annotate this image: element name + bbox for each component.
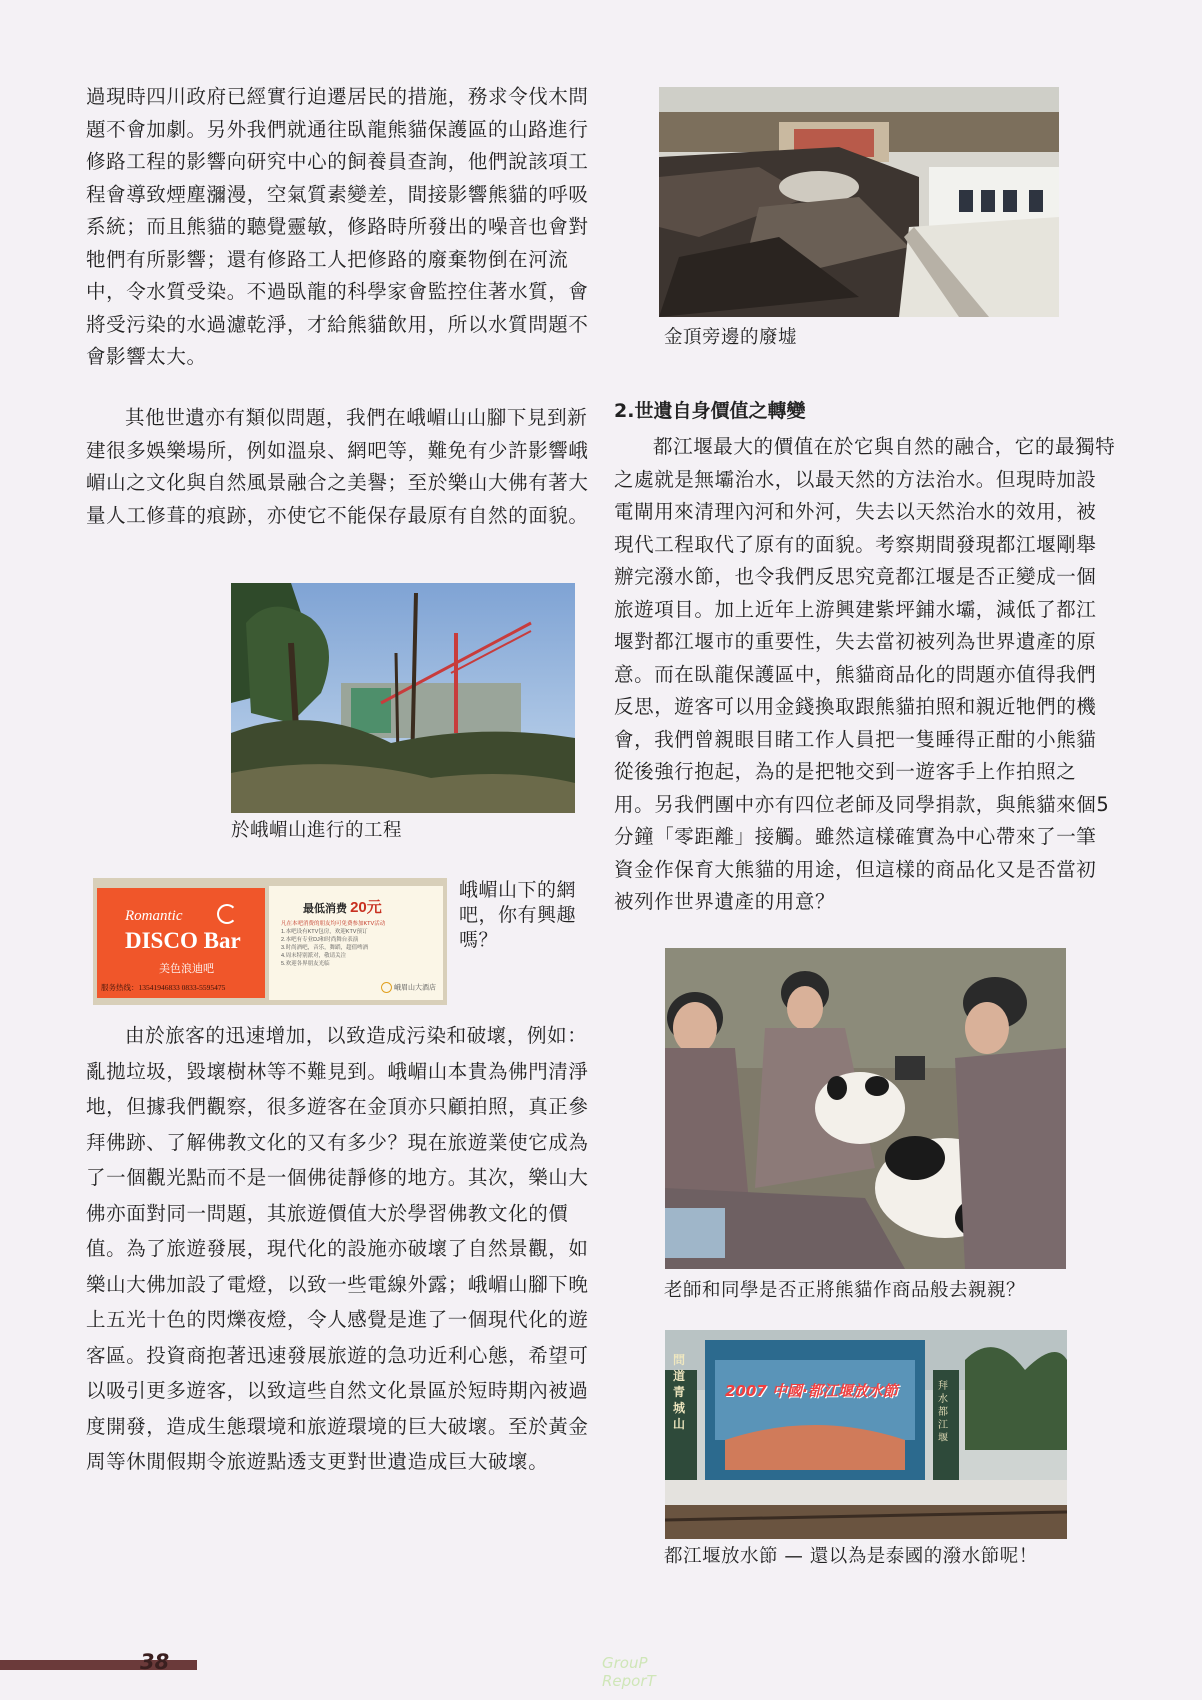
left-para-2-text: 其他世遺亦有類似問題，我們在峨嵋山山腳下見到新建很多娛樂場所，例如溫泉、網吧等，難免有少許影響峨嵋山之文化與自然風景融合之美譽；至於樂山大佛有著大量人工修葺的痕跡，亦使它不能保存最原有自然的面貌。 [86, 406, 589, 527]
card-swirl-icon [217, 904, 237, 924]
left-paragraph-3 [86, 1018, 592, 1480]
construction-photo [231, 583, 575, 813]
group-report-mark [602, 1654, 656, 1690]
page-number: 38 [140, 1650, 170, 1674]
festival-photo [665, 1330, 1067, 1539]
card-logo-text: 峨眉山大酒店 [393, 984, 436, 992]
card-min-spend-label: 最低消费 [303, 903, 347, 915]
card-brand-sub: 美色浪迪吧 [159, 963, 214, 975]
card-min-spend [303, 896, 382, 917]
card-brand-main: DISCO Bar [125, 928, 241, 953]
right-para-1-text: 都江堰最大的價值在於它與自然的融合，它的最獨特之處就是無壩治水，以最天然的方法治水。但現時加設電閘用來清理內河和外河，失去以天然治水的效用，被現代工程取代了原有的面貌。考察期間發現都江堰剛舉辦完潑水節，也令我們反思究竟都江堰是否正變成一個旅遊項目。加上近年上游興建紫坪鋪水壩，減低了都江堰對都江堰市的重要性，失去當初被列為世界遺產的原意。而在臥龍保護區中，熊貓商品化的問題亦值得我們反思，遊客可以用金錢換取跟熊貓拍照和親近牠們的機會，我們曾親眼目睹工作人員把一隻睡得正酣的小熊貓從後強行抱起，為的是把牠交到一遊客手上作拍照之用。另我們團中亦有四位老師及同學捐款，與熊貓來個5分鐘「零距離」接觸。雖然這樣確實為中心帶來了一筆資金作保育大熊貓的用途，但這樣的商品化又是否當初被列作世界遺產的用意？ [614, 435, 1116, 913]
card-logo [381, 982, 436, 993]
card-line: 凡在本吧消费的朋友均可免费参加KTV活动 [281, 921, 386, 927]
card-line: 5.欢迎各界朋友光临 [281, 961, 330, 967]
left-paragraph-2 [86, 402, 592, 532]
group-text: GrouP [602, 1654, 648, 1672]
banner-left-text: 問道青城山 [673, 1353, 686, 1431]
banner-title: 2007 中國·都江堰放水節 [725, 1382, 898, 1400]
ruins-photo-art [659, 87, 1059, 317]
caption-festival: 都江堰放水節 — 還以為是泰國的潑水節呢！ [664, 1546, 1038, 1567]
caption-panda: 老師和同學是否正將熊貓作商品般去親親？ [664, 1280, 1026, 1301]
disco-bar-card-photo [93, 878, 447, 1005]
banner-right-text: 拜水都江堰 [938, 1381, 948, 1444]
card-line: 3.时尚酒吧，音乐，舞蹈，超值啤酒 [281, 945, 369, 951]
ruins-photo [659, 87, 1059, 317]
card-line: 2.本吧有专业DJ和时尚舞台表演 [281, 937, 359, 943]
festival-photo-art [665, 1330, 1067, 1539]
construction-photo-art [231, 583, 575, 813]
card-front [97, 888, 265, 998]
left-paragraph-1 [86, 81, 592, 374]
section-heading: 2.世遺自身價值之轉變 [614, 400, 806, 422]
caption-construction: 於峨嵋山進行的工程 [231, 820, 403, 841]
caption-ruins: 金頂旁邊的廢墟 [664, 327, 798, 348]
right-paragraph-1 [614, 431, 1116, 919]
card-amount: 20元 [350, 899, 382, 916]
report-text: ReporT [602, 1672, 656, 1690]
card-phone: 服务热线：13541946833 0833-5595475 [101, 983, 226, 992]
left-para-3-text: 由於旅客的迅速增加，以致造成污染和破壞，例如：亂拋垃圾，毀壞樹林等不難見到。峨嵋山本貴為佛門清淨地，但據我們觀察，很多遊客在金頂亦只顧拍照，真正參拜佛跡、了解佛教文化的又有多少？現在旅遊業使它成為了一個觀光點而不是一個佛徒靜修的地方。其次，樂山大佛亦面對同一問題，其旅遊價值大於學習佛教文化的價值。為了旅遊發展，現代化的設施亦破壞了自然景觀，如樂山大佛加設了電燈，以致一些電線外露；峨嵋山腳下晚上五光十色的閃爍夜燈，令人感覺是進了一個現代化的遊客區。投資商抱著迅速發展旅遊的急功近利心態，希望可以吸引更多遊客，以致這些自然文化景區於短時期內被過度開發，造成生態環境和旅遊環境的巨大破壞。至於黃金周等休閒假期令旅遊點透支更對世遺造成巨大破壞。 [86, 1024, 589, 1473]
card-logo-icon [381, 982, 392, 993]
panda-photo [665, 948, 1066, 1269]
card-brand-top: Romantic [125, 908, 183, 924]
card-line: 1.本吧设有KTV包房，欢迎KTV预订 [281, 929, 368, 935]
card-back [269, 886, 443, 1000]
card-line: 4.周末特别派对，敬请关注 [281, 953, 347, 959]
left-para-1-text: 過現時四川政府已經實行迫遷居民的措施，務求令伐木問題不會加劇。另外我們就通往臥龍熊貓保護區的山路進行修路工程的影響向研究中心的飼養員查詢，他們說該項工程會導致煙塵瀰漫，空氣質素變差，間接影響熊貓的呼吸系統；而且熊貓的聽覺靈敏，修路時所發出的噪音也會對牠們有所影響；還有修路工人把修路的廢棄物倒在河流中，令水質受染。不過臥龍的科學家會監控住著水質，會將受污染的水過濾乾淨，才給熊貓飲用，所以水質問題不會影響太大。 [86, 85, 589, 368]
panda-photo-art [665, 948, 1066, 1269]
caption-internet-bar: 峨嵋山下的網吧，你有興趣嗎？ [459, 879, 577, 951]
card-lines [281, 920, 431, 968]
